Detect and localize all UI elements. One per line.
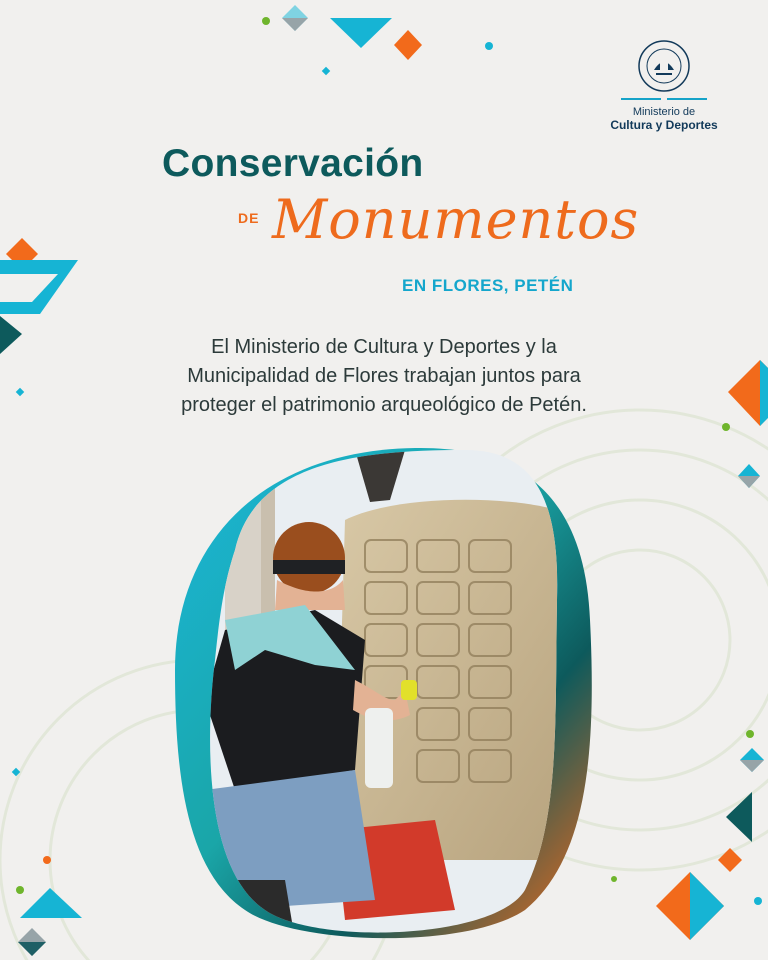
body-line: Municipalidad de Flores trabajan juntos para xyxy=(187,365,581,387)
deco-triangle-right-dark xyxy=(726,792,752,842)
deco-triangle-top xyxy=(330,18,392,48)
headline-monumentos-script: Monumentos xyxy=(272,188,640,251)
headline-de: DE xyxy=(238,210,260,226)
restorer-cleaning-stela-photo xyxy=(165,440,605,940)
logo-text-cultura: Cultura y Deportes xyxy=(610,118,718,132)
photo-frame xyxy=(165,440,605,940)
deco-triangle-bottom-left xyxy=(20,888,82,918)
headline-conservacion: Conservación xyxy=(162,142,424,185)
headline-location: EN FLORES, PETÉN xyxy=(402,276,574,295)
logo-text-ministerio: Ministerio de xyxy=(632,106,696,118)
logo-divider xyxy=(604,98,724,100)
guatemala-seal-icon xyxy=(638,40,690,92)
body-line: El Ministerio de Cultura y Deportes y la xyxy=(211,336,557,358)
deco-diamond-top-orange xyxy=(394,30,422,60)
ministry-logo xyxy=(604,40,724,132)
body-line: proteger el patrimonio arqueológico de Petén. xyxy=(181,394,587,416)
body-paragraph xyxy=(120,333,648,420)
deco-triangle-left-dark xyxy=(0,316,22,354)
